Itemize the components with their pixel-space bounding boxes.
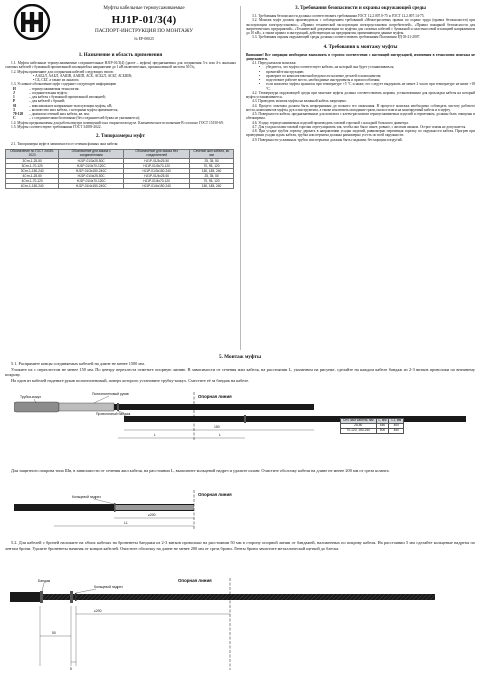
paragraph-5-1-c: На один из кабелей наденьте рукав полиэтиленовый, поверх которого установите трубку-кожух. Сместите её за бандаж на кабеле. (11, 377, 250, 383)
figure-3-armor-bands (10, 574, 466, 674)
stripped-sheath (114, 505, 194, 510)
section-4-title: 4. Требования к монтажу муфты (323, 44, 398, 50)
support-line-label: Опорная линия (198, 394, 232, 399)
table-header-cell: Обозначение по ГОСТ 34039-2023 (6, 150, 59, 159)
wire-band-1 (117, 403, 119, 411)
support-line-label-2: Опорная линия (198, 492, 232, 497)
paragraph-4-7: 4.7. Для усадки пламя газовой горелки отрегулировать так, чтобы оно было синее, ровное, с желтым языком. Острое пламя не допускается. (252, 124, 467, 129)
legend-key: Н (13, 86, 16, 91)
table-header-cell: Сечение жил кабеля, кв. мм (190, 150, 234, 159)
paragraph-3-3: 3.3. Требования охраны окружающей среды должны соответствовать требованиям Положения РД 03-21-2007. (252, 35, 421, 40)
bullet-1: • убедитесь, что муфта соответствует кабелю, на который она будет устанавливаться; (246, 65, 475, 69)
band-label: Бандаж (38, 579, 51, 583)
paragraph-4-6: 4.6. Усадку термоусаживаемых изделий производить газовой горелкой с насадкой большого диаметра. (252, 120, 409, 125)
paragraph-1-2: 1.2. Муфты применяют для соединения кабелей следующих типов: (11, 69, 114, 74)
pe-sleeve (59, 403, 114, 411)
mini-cell: 450 (389, 428, 404, 433)
section-2-title: 2. Типоразмеры муфт (96, 134, 145, 139)
table-cell: 3Стп-1-25-50 (6, 158, 59, 163)
band-2 (70, 591, 73, 603)
document-header (58, 5, 230, 42)
table-cell: HJ1P-01/4х25-50 (124, 173, 190, 178)
mini-cell: 25-50 (341, 423, 377, 428)
mini-cell: 500 (376, 428, 389, 433)
table-cell: HJ1P-01/4х25-50С (59, 173, 124, 178)
right-column (246, 6, 475, 142)
legend-key: 70-120 (13, 112, 24, 116)
table-header-cell: Обозначение для заказа без соединителей (124, 150, 190, 159)
table-cell: HJ1P-01/3х70-120 (124, 163, 190, 168)
band-1 (40, 591, 43, 603)
ring-cut-label-3: Кольцевой надрез (94, 585, 123, 589)
table-header-cell: Обозначение для заказа с соединителями (59, 150, 124, 159)
legend-key: 1 (13, 95, 15, 99)
bullet-4: • подготовьте рабочее место, необходимые инструменты и приспособления; (246, 78, 475, 82)
paragraph-1-4: 1.4. Муфты предназначены для работы внутри помещений и на открытом воздухе. Климатическое исполнение В согласно ГОСТ 15150-69. (11, 120, 224, 125)
legend-value: – термоусаживаемая технология. (29, 86, 80, 91)
mini-cell: 400 (389, 423, 404, 428)
table-cell: 25, 35, 50 (190, 158, 234, 163)
paragraph-block-2 (5, 468, 475, 474)
wire-band-2 (244, 415, 246, 423)
fig1-dimensions-table (340, 418, 404, 434)
legend-key: P (13, 99, 16, 104)
table-cell: HJ1P-01/4х70-120С (59, 178, 124, 183)
bullet-3: • проверьте по комплектовочной ведомости наличие деталей и компонентов; (246, 74, 475, 78)
document-title: ПАСПОРТ-ИНСТРУКЦИЯ ПО МОНТАЖУ (94, 28, 194, 34)
paragraph-3-1: 3.1. Требования безопасности должны соответствовать требованиям ГОСТ 12.2.007.0-75 и ГОСТ 12.2.007.14-75. (252, 14, 425, 18)
section-5 (5, 354, 475, 383)
table-cell: HJ1P-01/3х70-120С (59, 163, 124, 168)
table-cell: 4Стп-1-150-240 (6, 183, 59, 188)
warning-text: Внимание! Все операции необходимо выполнять в строгом соответствии с настоящей инструкцией, изменения в технологии монтажа не допускаются. (246, 52, 475, 61)
company-logo-icon (12, 4, 52, 40)
section-1-title: 1. Назначение и область применения (78, 53, 163, 58)
table-cell: HJ1P-01/3х25-50С (59, 158, 124, 163)
ring-cut-label: Кольцевой надрез (72, 495, 101, 499)
legend-value: – для кабеля с бумажной пропитанной изоляцией; (29, 95, 106, 99)
bullet-5: • если комплект муфты хранился при температуре +5 °С и ниже, его следует выдержать не менее 2 часов при температуре не ниже +18 °С. (246, 82, 475, 91)
table-cell: 4Стп-1-70-120 (6, 178, 59, 183)
paragraph-5-2: 5.2. Для кабелей с броней наложите на обоих кабелях на броненеты бандажи из 2-3 витков проволоки на расстоянии 50 мм в сторону опорной линии от бандажей, наложенных по покрову кабеля. На расстоянии 5 мм сделайте кольцевые надрезы по лентам брони. Удалите броненеты начиная от концов кабелей. Очистите оболочку на длине не менее 200 мм от среза брони. Ленты брони зачистите металлической щеткой до блеска. (5, 540, 475, 551)
dim-L1: L1 (124, 521, 128, 525)
table-cell: HJ1P-01/3х150-240 (124, 168, 190, 173)
table-header-row (6, 150, 234, 159)
legend-key: 01 (13, 103, 17, 108)
dim-L-left: L (154, 433, 156, 437)
table-cell: 3Стп-1-150-240 (6, 168, 59, 173)
paragraph-1-3: 1.3. Условное обозначение муфт содержит следующую информацию (11, 82, 117, 87)
dim-150: 150 (214, 425, 220, 429)
product-subtitle: Муфты кабельные термоусаживаемые (103, 6, 185, 11)
legend-key: 3 (13, 107, 15, 112)
wire-label: Проволочный бандаж (96, 412, 131, 416)
paragraph-5-1: 5.1. Распрямите концы соединяемых кабелей на длине не менее 1500 мм. (11, 361, 145, 366)
table-cell: 4Стп-1-25-50 (6, 173, 59, 178)
legend-key: J (13, 90, 15, 95)
section-5-title: 5. Монтаж муфты (218, 354, 262, 360)
paragraph-3-2: 3.2. Монтаж муфт должен производиться с соблюдением требований «Межотраслевых правил по охране труда (правил безопасности) при эксплуатации электроустановок», «Правил технической эксплуатации электроустановок потребителей», «Правил пожарной безопасности для энергетических предприятий», «Технической документации по муфтам для силовых кабелей с бумажной и пластмассовой изоляцией напряжением до 10 кВ», а также правил и инструкций, действующих на предприятии, применяющем данные муфты. (246, 18, 475, 35)
column-divider (240, 6, 241, 350)
paragraph-block-3 (5, 540, 475, 551)
paragraph-4-1: 4.1. Перед началом монтажа: (252, 61, 297, 65)
table-cell: HJ1P-01/3х150-240С (59, 168, 124, 173)
armored-cable-end (10, 592, 40, 602)
mini-row (341, 428, 404, 433)
legend-value: – для кабелей с броней; (29, 99, 66, 104)
lower-cable (124, 416, 466, 422)
legend-value: – максимальное напряжение эксплуатации муфты, кВ; (29, 103, 113, 108)
tube-label: Трубка-кожух (20, 395, 42, 399)
sleeve-label: Полиэтиленовый рукав (92, 392, 129, 396)
mini-cell: 450 (376, 423, 389, 428)
paragraph-4-4: 4.4. Процесс монтажа должен быть непрерывным до полного его окончания. В процессе монтажа необходимо соблюдать чистоту рабочего места, компонентов муфты, рук и инструмента, а также исключить попадание грязи, пыли и влаги на монтируемый кабель и в муфту. (246, 103, 475, 112)
paragraph-4-5: 4.5. Поверхности кабеля, предназначенные для контакта с клеем-расплавом термоусаживаемых изделий и герметиком, должны быть очищены и обезжирены. (246, 112, 475, 121)
figure-2-ring-cut (14, 490, 466, 534)
section-3-title: 3. Требования безопасности и охраны окружающей среды (295, 6, 426, 11)
paragraph-5-1-d: Для защитного покрова типа Шв, в зависимости от сечения жил кабеля, на расстоянии L, выполните кольцевой надрез и удалите шланг. Очистите оболочку кабеля на длине не менее 200 мм от среза шланга. (11, 468, 390, 473)
paragraph-1-1: 1.1. Муфты кабельные термоусаживаемые соединительные HJ1P-01/3(4) (далее – муфты) предназначены для соединения 3-х или 4-х жильных силовых кабелей с бумажной пропитанной изоляцией на напряжение до 1 кВ включительно, промышленной частоты 50 Гц. (5, 61, 236, 70)
legend-key: С (13, 116, 16, 121)
dim-50: 50 (52, 631, 56, 635)
ring-cut-mark (114, 503, 116, 512)
bullet-2: • прочитайте инструкцию; (246, 70, 475, 74)
dim-200: ≥200 (148, 513, 156, 517)
tube-casing (14, 402, 59, 412)
table-cell: HJ1P-01/4х150-240 (124, 183, 190, 188)
paragraph-4-2: 4.2. Температура окружающей среды при монтаже муфты должна соответствовать нормам, установленным для прокладки кабеля на который муфта устанавливается. (246, 90, 475, 99)
table-cell: 25, 35, 50 (190, 173, 234, 178)
table-body (6, 158, 234, 188)
cable-types-1: • ААБ2Л, ААБЛ, ААШВ, ААШП, АСБ, АСБ2Л, АСБГ, АСБШВ; (33, 73, 132, 78)
product-model: HJ1P-01/3(4) (111, 14, 177, 26)
mini-header-cell: L, мм (376, 419, 389, 424)
mini-header-cell: L1, мм (389, 419, 404, 424)
designation-legend (13, 87, 236, 121)
table-cell: HJ1P-01/4х70-120 (124, 178, 190, 183)
paragraph-5-1-b: Уложите их с перехлестом не менее 150 мм. По центру перехлеста отметьте опорную линию. В зависимости от сечения жил кабеля, на расстоянии L, указанном на рисунке, сделайте на каждом кабеле бандаж из 2-3 витков проволоки по внешнему покрову. (5, 366, 475, 378)
document-number: № ЕР-00025 (134, 37, 154, 41)
support-line-label-3: Опорная линия (178, 578, 212, 583)
table-cell: 70, 95, 120 (190, 163, 234, 168)
table-caption: 2.1. Типоразмеры муфт в зависимости от сечения фазных жил кабеля: (11, 142, 119, 146)
paragraph-1-5: 1.5. Муфты соответствуют требованиям ГОСТ 34039-2022. (11, 124, 102, 129)
table-cell: HJ1P-01/3х25-50 (124, 158, 190, 163)
dim-L-right: L (219, 433, 221, 437)
paragraph-4-3: 4.3. Проводить монтаж муфты на влажный кабель запрещено. (252, 99, 347, 104)
ring-cut-2 (75, 593, 77, 601)
table-row (6, 183, 234, 188)
table-cell: HJ1P-01/4х150-240С (59, 183, 124, 188)
armor-tape-hatch (40, 594, 435, 600)
legend-value: – соединительная муфта; (29, 90, 68, 95)
mini-header-cell: Сеч. жил кабеля, мм (341, 419, 377, 424)
table-cell: 3Стп-1-70-120 (6, 163, 59, 168)
mini-cell: 70-120, 150-240 (341, 428, 377, 433)
dim-200-3: ≥200 (94, 609, 102, 613)
sizes-table (5, 149, 234, 189)
legend-value: – количество жил кабеля, с которыми муфта применяется; (29, 107, 119, 112)
paragraph-4-8: 4.8. При усадке трубок горелку держать в направлении усадки изделий, равномерно перемещая горелку по окружности кабеля. Прогрев при проведении усадки вдоль кабеля, трубка или перчатка должны равномерно усесть по всей окружности. (246, 129, 475, 138)
dim-5: 5 (70, 667, 72, 671)
table-cell: 150, 185, 240 (190, 183, 234, 188)
paragraph-4-9: 4.9. Поверхности усаженных трубок или перчатки должны быть гладкими, без морщин и вздутий. (252, 137, 403, 142)
table-cell: 70, 95, 120 (190, 178, 234, 183)
table-cell: 150, 185, 240 (190, 168, 234, 173)
cable-types-2: • СБ, СБГ, а также их аналоги. (33, 78, 80, 82)
left-column (5, 50, 236, 189)
legend-value: – диапазон сечений жил кабеля, кв. мм; (29, 112, 90, 116)
legend-value: – с соединителями болтовыми (без соединителей буква не указывается); (29, 116, 140, 121)
